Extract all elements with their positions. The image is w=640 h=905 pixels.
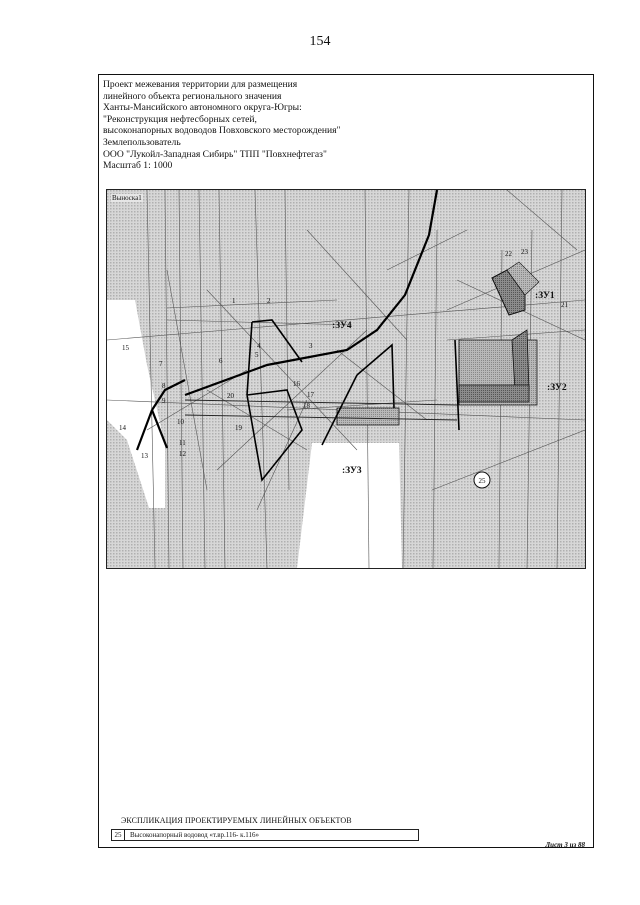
parcel-zu3 <box>337 408 399 425</box>
legend-row <box>111 829 419 841</box>
title-line: "Реконструкция нефтесборных сетей, <box>103 113 257 125</box>
zone-label-zu3: :ЗУ3 <box>342 466 362 476</box>
title-line: линейного объекта регионального значения <box>103 90 282 102</box>
point-label: 17 <box>307 391 314 399</box>
point-label: 21 <box>561 301 568 309</box>
page-number: 154 <box>309 34 331 49</box>
zone-label-zu1: :ЗУ1 <box>535 291 555 301</box>
title-line: Масштаб 1: 1000 <box>103 160 173 172</box>
parcel-zu2-strip <box>459 385 529 402</box>
point-label: 7 <box>159 360 163 368</box>
zone-label-zu2: :ЗУ2 <box>547 383 567 393</box>
point-label: 22 <box>505 250 512 258</box>
point-label: 9 <box>162 397 166 405</box>
title-block <box>103 79 433 172</box>
point-label: 15 <box>122 344 129 352</box>
legend-number: 25 <box>112 830 125 840</box>
point-label: 19 <box>235 424 242 432</box>
point-label: 3 <box>309 342 313 350</box>
title-line: ООО "Лукойл-Западная Сибирь" ТПП "Повхнефтегаз" <box>103 148 327 160</box>
object-number-label: 25 <box>478 477 486 485</box>
legend-description: Высоконапорный водовод «т.вр.116- к.116» <box>130 831 260 839</box>
parcel-zu2-dark <box>512 330 529 390</box>
zone-label-zu4: :ЗУ4 <box>332 321 352 331</box>
map-frame <box>106 189 586 569</box>
point-label: 2 <box>267 297 271 305</box>
inset-label: Выноска1 <box>112 194 142 202</box>
point-label: 4 <box>257 342 261 350</box>
white-area-bottom <box>297 443 402 568</box>
point-label: 10 <box>177 418 184 426</box>
point-label: 14 <box>119 424 126 432</box>
point-label: 18 <box>303 402 310 410</box>
title-line: Землепользователь <box>103 136 181 148</box>
title-line: Ханты-Мансийского автономного округа-Югры: <box>103 102 302 114</box>
point-label: 1 <box>232 297 236 305</box>
point-label: 20 <box>227 392 234 400</box>
title-line: высоконапорных водоводов Повховского месторождения" <box>103 125 341 137</box>
point-label: 23 <box>521 248 528 256</box>
point-label: 5 <box>255 351 259 359</box>
drawing-sheet <box>98 74 594 848</box>
cadastral-map <box>107 190 585 568</box>
point-label: 11 <box>179 439 186 447</box>
point-label: 6 <box>219 357 223 365</box>
sheet-count: Лист 3 из 88 <box>545 841 585 849</box>
point-label: 8 <box>162 382 166 390</box>
point-label: 12 <box>179 450 186 458</box>
title-line: Проект межевания территории для размещения <box>103 79 298 90</box>
point-label: 16 <box>293 380 300 388</box>
explication-title: ЭКСПЛИКАЦИЯ ПРОЕКТИРУЕМЫХ ЛИНЕЙНЫХ ОБЪЕКТОВ <box>121 816 352 825</box>
point-label: 13 <box>141 452 148 460</box>
